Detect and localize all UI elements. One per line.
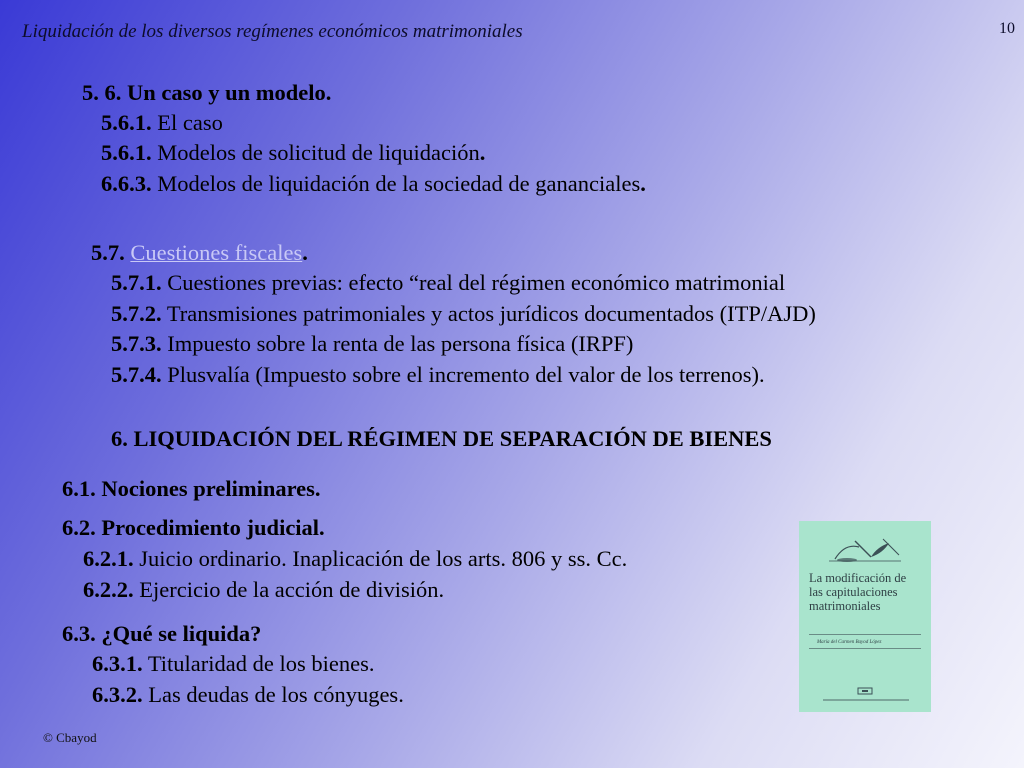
cuestiones-fiscales-link[interactable]: Cuestiones fiscales <box>130 240 303 265</box>
book-title: La modificación de las capitulaciones matrimoniales <box>809 571 907 613</box>
book-divider <box>809 648 921 649</box>
section-number: 5.7. <box>91 240 125 265</box>
publisher-logo-icon <box>857 687 873 695</box>
page-number: 10 <box>999 20 1015 37</box>
section-5-7 <box>91 238 308 268</box>
section-6-2 <box>62 513 325 543</box>
section-5-7-4 <box>111 360 765 390</box>
section-5-6-1-modelos <box>101 138 485 168</box>
section-6-6-3 <box>101 169 646 199</box>
section-6-1 <box>62 474 321 504</box>
section-5-6 <box>82 78 331 108</box>
section-number: 5. 6. <box>82 80 122 105</box>
section-6-3-1 <box>92 649 375 679</box>
book-cover-image <box>799 521 931 712</box>
section-text: Las deudas de los cónyuges. <box>148 682 404 707</box>
section-6-3-2 <box>92 680 404 710</box>
section-6-3 <box>62 619 261 649</box>
section-5-7-1 <box>111 268 785 298</box>
section-tail: . <box>640 171 646 196</box>
section-6-2-2 <box>83 575 444 605</box>
section-text: Plusvalía (Impuesto sobre el incremento del valor de los terrenos). <box>167 362 765 387</box>
footer-copyright: © Cbayod <box>43 730 97 745</box>
section-text: Modelos de liquidación de la sociedad de gananciales <box>157 171 641 196</box>
section-text: Transmisiones patrimoniales y actos jurídicos documentados (ITP/AJD) <box>166 301 816 326</box>
section-number: 6.6.3. <box>101 171 152 196</box>
section-text: 6.2. Procedimiento judicial. <box>62 515 325 540</box>
section-number: 5.7.1. <box>111 270 162 295</box>
section-number: 5.6.1. <box>101 140 152 165</box>
section-text: Titularidad de los bienes. <box>147 651 375 676</box>
section-number: 6.3.2. <box>92 682 143 707</box>
section-number: 5.7.4. <box>111 362 162 387</box>
section-text: Modelos de solicitud de liquidación <box>157 140 480 165</box>
section-5-7-2 <box>111 299 816 329</box>
section-5-7-3 <box>111 329 633 359</box>
section-tail: . <box>302 240 308 265</box>
book-divider <box>809 634 921 635</box>
section-number: 6.2.1. <box>83 546 134 571</box>
section-number: 6.3.1. <box>92 651 143 676</box>
section-text: El caso <box>157 110 223 135</box>
section-5-6-1-caso <box>101 108 223 138</box>
quill-illustration-icon <box>825 533 905 563</box>
section-tail: . <box>479 140 486 165</box>
section-text: Juicio ordinario. Inaplicación de los arts. 806 y ss. Cc. <box>139 546 628 571</box>
publisher-name <box>823 699 909 701</box>
section-text: 6.1. Nociones preliminares. <box>62 476 321 501</box>
section-text: Un caso y un modelo. <box>127 80 332 105</box>
section-number: 5.6.1. <box>101 110 152 135</box>
section-number: 5.7.2. <box>111 301 162 326</box>
section-6-2-1 <box>83 544 627 574</box>
section-text: 6.3. ¿Qué se liquida? <box>62 621 262 646</box>
section-text: 6. LIQUIDACIÓN DEL RÉGIMEN DE SEPARACIÓN DE BIENES <box>111 426 772 451</box>
book-author: María del Carmen Bayod López <box>817 640 882 645</box>
slide-header-title: Liquidación de los diversos regímenes económicos matrimoniales <box>22 21 523 42</box>
section-6-heading <box>111 424 772 454</box>
section-text: Ejercicio de la acción de división. <box>139 577 445 602</box>
section-number: 5.7.3. <box>111 331 162 356</box>
section-text: Impuesto sobre la renta de las persona física (IRPF) <box>167 331 634 356</box>
section-text: Cuestiones previas: efecto “real del régimen económico matrimonial <box>167 270 786 295</box>
section-number: 6.2.2. <box>83 577 134 602</box>
